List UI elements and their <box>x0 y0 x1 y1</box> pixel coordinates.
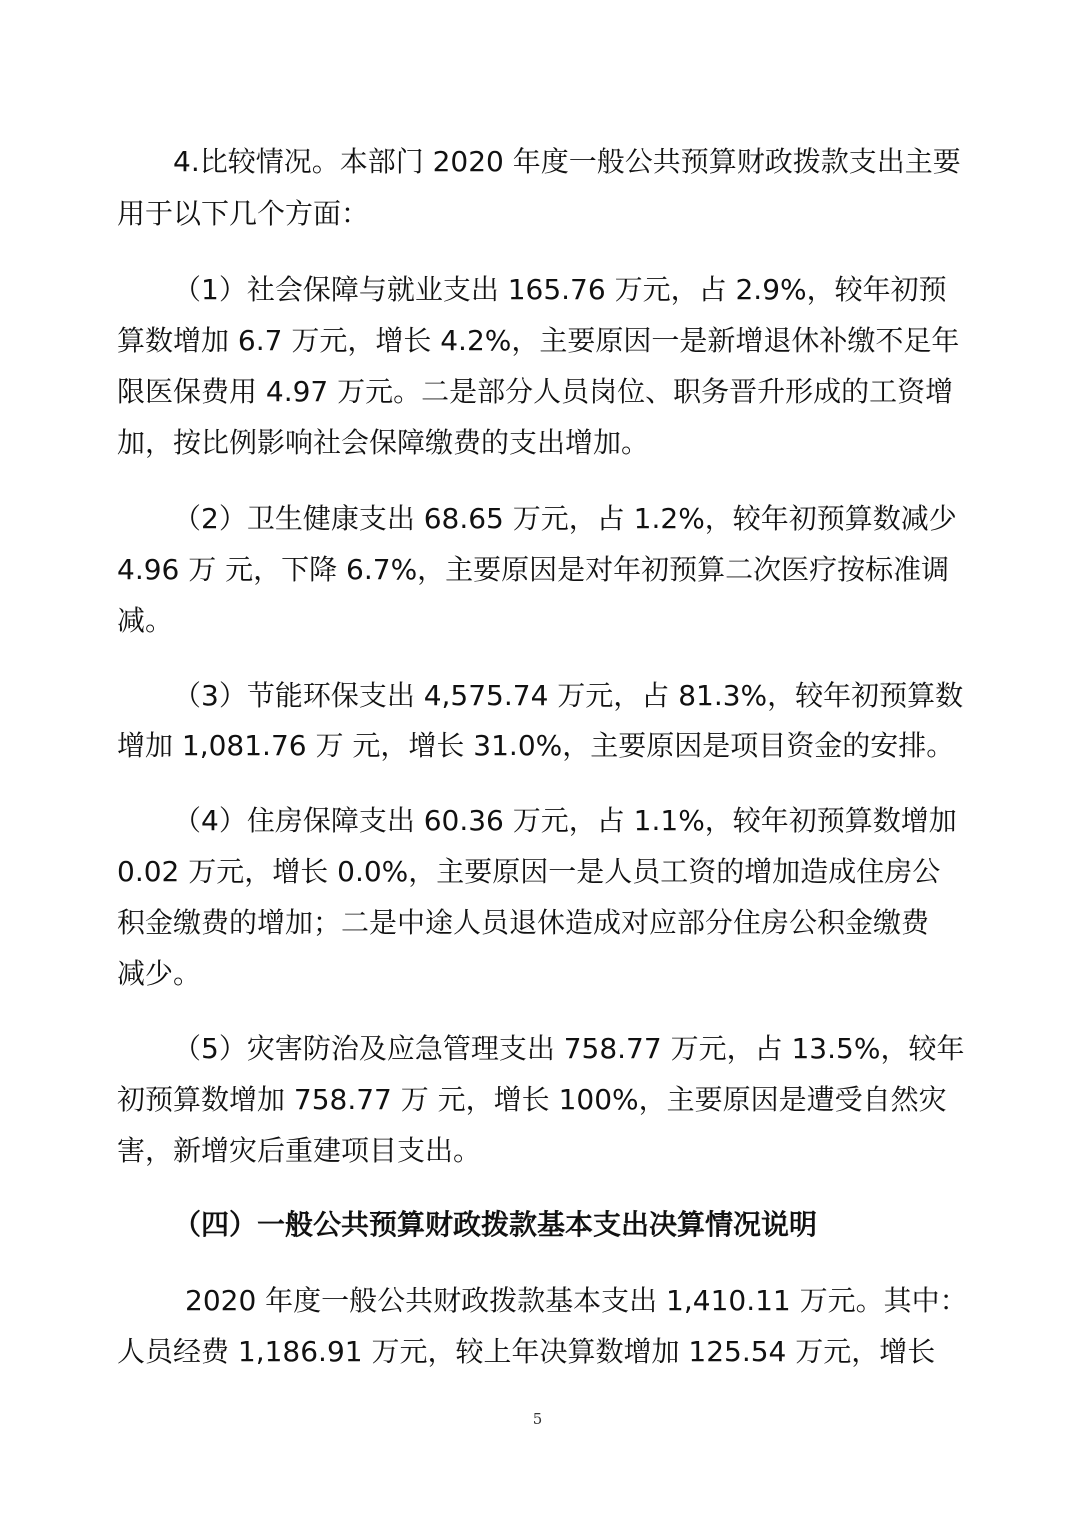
basic-expenditure-line-2: 人员经费 1,186.91 万元，较上年决算数增加 125.54 万元，增长 <box>117 1335 936 1368</box>
basic-expenditure-line-1: 2020 年度一般公共财政拨款基本支出 1,410.11 万元。其中： <box>185 1284 968 1317</box>
section-heading: （四）一般公共预算财政拨款基本支出决算情况说明 <box>173 1208 818 1241</box>
item-2-line-3: 减。 <box>117 604 174 637</box>
item-5-line-1: （5）灾害防治及应急管理支出 758.77 万元，占 13.5%，较年 <box>173 1032 965 1065</box>
item-2-line-1: （2）卫生健康支出 68.65 万元，占 1.2%，较年初预算数减少 <box>173 502 957 535</box>
item-1-line-1: （1）社会保障与就业支出 165.76 万元，占 2.9%，较年初预 <box>173 273 947 306</box>
item-1-line-3: 限医保费用 4.97 万元。二是部分人员岗位、职务晋升形成的工资增 <box>117 375 954 408</box>
item-4-line-4: 减少。 <box>117 957 202 990</box>
paragraph-comparison-line-1: 4.比较情况。本部门 2020 年度一般公共预算财政拨款支出主要 <box>173 145 961 178</box>
item-4-line-1: （4）住房保障支出 60.36 万元，占 1.1%，较年初预算数增加 <box>173 804 957 837</box>
item-4-line-3: 积金缴费的增加；二是中途人员退休造成对应部分住房公积金缴费 <box>117 906 930 939</box>
item-1-line-2: 算数增加 6.7 万元，增长 4.2%，主要原因一是新增退休补缴不足年 <box>117 324 960 357</box>
item-2-line-2: 4.96 万 元，下降 6.7%，主要原因是对年初预算二次医疗按标准调 <box>117 553 950 586</box>
item-5-line-3: 害，新增灾后重建项目支出。 <box>117 1134 482 1167</box>
item-3-line-1: （3）节能环保支出 4,575.74 万元，占 81.3%，较年初预算数 <box>173 679 964 712</box>
item-3-line-2: 增加 1,081.76 万 元，增长 31.0%，主要原因是项目资金的安排。 <box>117 729 955 762</box>
item-5-line-2: 初预算数增加 758.77 万 元，增长 100%，主要原因是遭受自然灾 <box>117 1083 947 1116</box>
item-4-line-2: 0.02 万元，增长 0.0%，主要原因一是人员工资的增加造成住房公 <box>117 855 941 888</box>
item-1-line-4: 加，按比例影响社会保障缴费的支出增加。 <box>117 426 650 459</box>
page-number: 5 <box>532 1410 543 1428</box>
paragraph-comparison-line-2: 用于以下几个方面： <box>117 197 370 230</box>
